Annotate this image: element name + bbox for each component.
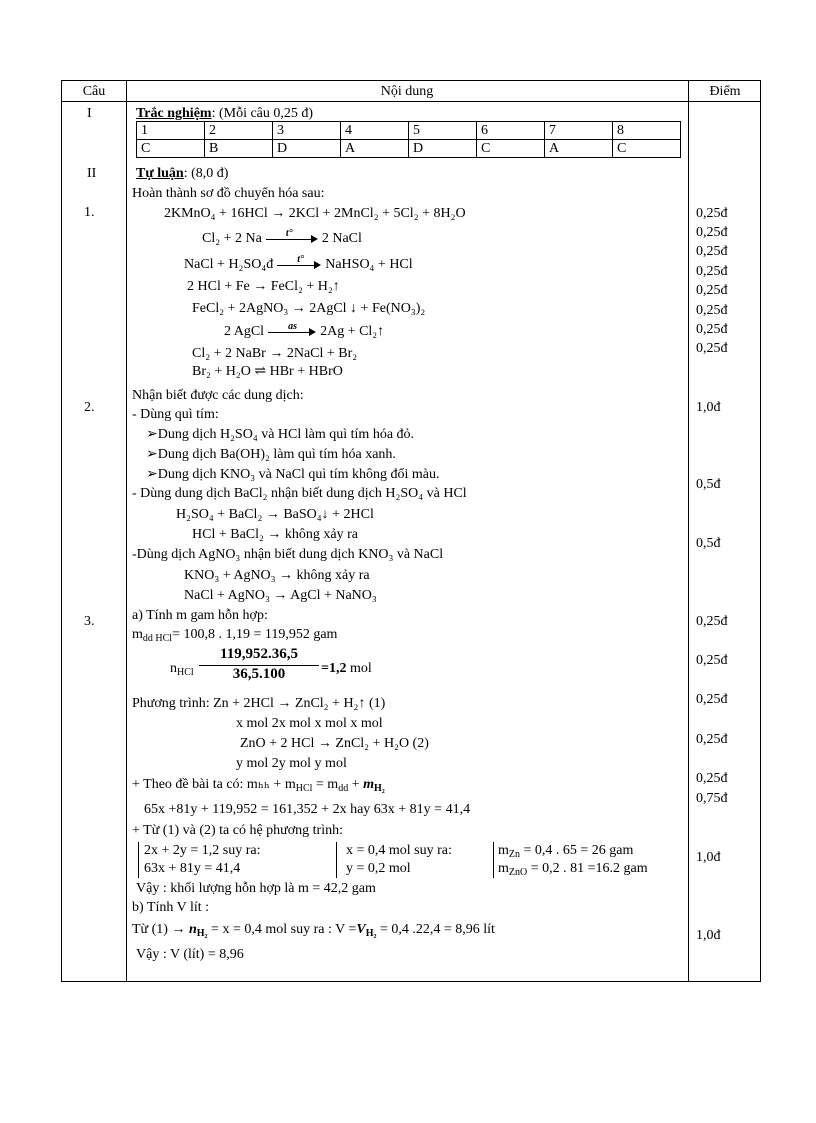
answer-letter: D [272,140,340,158]
equation: FeCl₂ + 2AgNO₃ → 2AgCl ↓ + Fe(NO₃)₂ [192,301,426,316]
text-line: b) Tính V lít : [132,900,210,915]
light-arrow: as [268,326,316,338]
question-number: 2 [204,122,272,140]
question-number: 5 [408,122,476,140]
system-brace [336,842,337,878]
equation: 2 AgCl as 2Ag + Cl₂↑ [224,320,385,339]
n-hcl-label: $n_{HCl}$ [170,661,194,678]
answer-table [61,80,761,982]
text-line: ➢Dung dịch H₂SO₄ và HCl làm quì tím hóa đỏ. [146,427,415,442]
equation: x = 0,4 mol suy ra: [346,843,452,858]
equation: $m_{Zn} = 0,4$ . 65 = 26 gam [498,843,634,860]
equation: NaCl + AgNO₃ → AgCl + NaNO₃ [184,588,377,603]
equation: H₂SO₄ + BaCl₂ → BaSO₄↓ + 2HCl [176,507,374,522]
text-line: a) Tính m gam hỗn hợp: [132,608,268,623]
section-number: I [87,106,92,121]
question-number: 1 [137,122,205,140]
equation: Từ $(1) \to n_{H_2} = x = 0,4$ mol suy ra : $V =V_{H_2} = 0,4$ .22,4 = 8,96 lít [132,922,495,939]
section-heading: Trắc nghiệm: (Mỗi câu 0,25 đ) [136,106,314,121]
answer-letter: B [204,140,272,158]
equation: x mol 2x mol x mol x mol [236,716,383,731]
equation: 63x + 81y = 41,4 [144,861,241,876]
score: 0,25đ [696,225,728,240]
text-line: Nhận biết được các dung dịch: [132,388,304,403]
equation: Br₂ + H₂O ⇌ HBr + HBrO [192,364,343,379]
answer-letter: D [408,140,476,158]
score: 0,25đ [696,322,728,337]
section-number: II [87,166,97,181]
equation: NaCl + H₂SO₄đ t° NaHSO₄ + HCl [184,253,413,272]
fraction-numerator: 119,952.36,5 [199,646,319,666]
score: 0,25đ [696,264,728,279]
heat-arrow: t° [266,233,318,245]
system-brace [138,842,139,878]
equation: y mol 2y mol y mol [236,756,347,771]
score: 0,25đ [696,653,728,668]
question-intro: Hoàn thành sơ đồ chuyển hóa sau: [132,186,325,201]
score: 0,75đ [696,791,728,806]
header-divider [62,101,760,102]
text-line: - Dùng quì tím: [132,407,219,422]
equation: y = 0,2 mol [346,861,411,876]
text-line: + Từ (1) và (2) ta có hệ phương trình: [132,823,343,838]
score: 0,5đ [696,536,721,551]
answer-letter: C [137,140,205,158]
score: 0,25đ [696,732,728,747]
fraction-denominator: 36,5.100 [232,666,286,682]
score: 0,25đ [696,303,728,318]
question-number: 3 [272,122,340,140]
header-noi-dung: Nội dung [380,84,434,99]
section-heading: Tự luận: (8,0 đ) [136,166,229,181]
equation: $m_{ZnO} = 0,2$ . 81 =16.2 gam [498,861,648,878]
fraction [199,646,319,683]
text-line: ➢Dung dịch KNO₃ và NaCl quì tím không đổi màu. [146,467,440,482]
score: 1,0đ [696,850,721,865]
fraction-result: =1,2 mol [321,661,372,676]
score: 0,25đ [696,692,728,707]
score: 0,25đ [696,341,728,356]
question-number: 4 [340,122,408,140]
header-cau: Câu [82,84,106,99]
equation: KNO₃ + AgNO₃ → không xảy ra [184,568,370,583]
score: 0,5đ [696,477,721,492]
heat-arrow: t° [277,259,321,271]
equation: Cl₂ + 2 Na t° 2 NaCl [202,227,362,246]
answer-letter: A [340,140,408,158]
score: 1,0đ [696,400,721,415]
equation: 2KMnO₄ + 16HCl → 2KCl + 2MnCl₂ + 5Cl₂ + 8H₂O [164,206,466,221]
question-number: 6 [476,122,544,140]
question-number: 8 [612,122,680,140]
equation: ZnO + 2 HCl → ZnCl₂ + H₂O (2) [240,736,429,751]
score: 1,0đ [696,928,721,943]
answer-letter: A [544,140,612,158]
header-diem: Điểm [709,84,741,99]
answer-letter: C [612,140,680,158]
column-divider-1 [126,81,127,981]
equation: Phương trình: Zn + 2HCl → ZnCl₂ + H₂↑ (1) [132,696,386,711]
text-line: + Theo đề bài ta có: $m_{hh} + m_{HCl} = m_{dd} + m_{H_2}$ [132,777,385,794]
system-brace [493,842,494,878]
text-line: -Dùng dịch AgNO₃ nhận biết dung dịch KNO₃ và NaCl [132,547,444,562]
question-number: 1. [84,205,95,220]
text-line: - Dùng dung dịch BaCl₂ nhận biết dung dịch H₂SO₄ và HCl [132,486,467,501]
equation: HCl + BaCl₂ → không xảy ra [192,527,358,542]
question-number: 7 [544,122,612,140]
text-line: Vậy : khối lượng hỗn hợp là m = 42,2 gam [136,881,376,896]
text-line: ➢Dung dịch Ba(OH)₂ làm quì tím hóa xanh. [146,447,396,462]
answer-letter: C [476,140,544,158]
score: 0,25đ [696,244,728,259]
column-divider-2 [688,81,689,981]
equation: Cl₂ + 2 NaBr → 2NaCl + Br₂ [192,346,358,361]
text-line: $m_{dd HCl}= 100,8$ . 1,19 = 119,952 gam [132,627,338,644]
question-number: 2. [84,400,95,415]
score: 0,25đ [696,206,728,221]
equation: 2x + 2y = 1,2 suy ra: [144,843,261,858]
text-line: Vậy : V (lít) = 8,96 [136,947,244,962]
multiple-choice-table [136,121,681,158]
equation: 2 HCl + Fe → FeCl₂ + H₂↑ [187,279,340,294]
question-number: 3. [84,614,95,629]
equation: 65x +81y + 119,952 = 161,352 + 2x hay 63x + 81y = 41,4 [144,802,471,817]
score: 0,25đ [696,614,728,629]
score: 0,25đ [696,771,728,786]
score: 0,25đ [696,283,728,298]
